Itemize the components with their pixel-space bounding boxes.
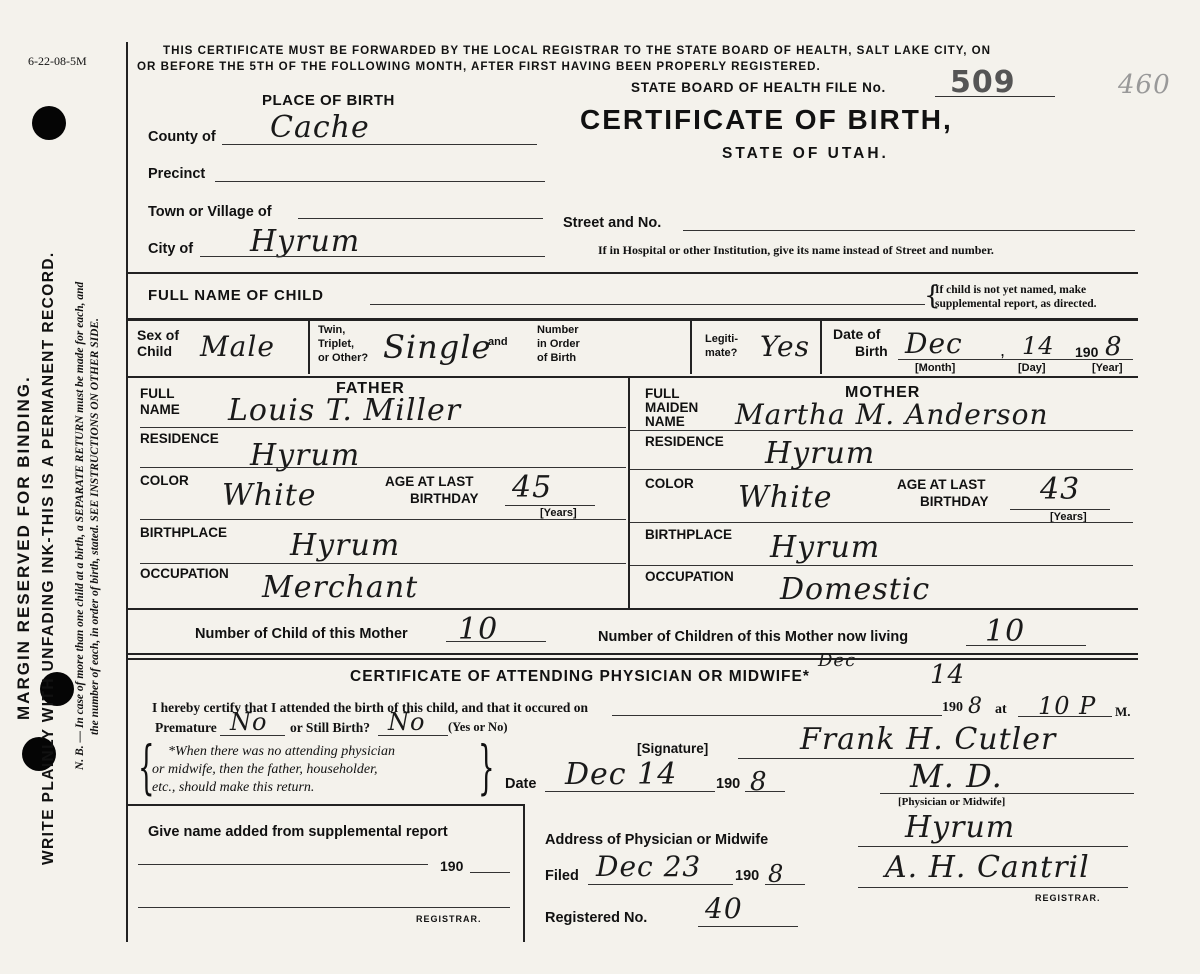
address-line bbox=[858, 846, 1128, 847]
hospital-note: If in Hospital or other Institution, give its name instead of Street and number. bbox=[598, 243, 994, 257]
note-left-brace: { bbox=[138, 733, 155, 801]
father-birthplace-value: Hyrum bbox=[290, 528, 401, 563]
rule-above-child-name bbox=[128, 272, 1138, 274]
order-divider bbox=[690, 320, 692, 374]
sex-label-1: Sex of bbox=[137, 327, 180, 343]
premature-label: Premature bbox=[155, 720, 217, 735]
town-label: Town or Village of bbox=[148, 204, 272, 220]
mother-color-line bbox=[630, 522, 1133, 523]
premature-line bbox=[220, 735, 285, 736]
sex-label-2: Child bbox=[137, 343, 172, 359]
corner-note: 460 bbox=[1118, 70, 1171, 100]
signed-year-line bbox=[745, 791, 785, 792]
header-notice-line1: THIS CERTIFICATE MUST BE FORWARDED BY THE LOCAL REGISTRAR TO THE STATE BOARD OF HEALTH, SALT LAKE CITY, ON bbox=[163, 44, 992, 57]
filed-label: Filed bbox=[545, 868, 579, 884]
stillbirth-value: No bbox=[388, 708, 426, 736]
mother-age-label-2: BIRTHDAY bbox=[920, 494, 989, 509]
living-children-label: Number of Children of this Mother now living bbox=[598, 629, 909, 645]
mother-years-caption: [Years] bbox=[1050, 511, 1087, 523]
attended-date-line bbox=[612, 715, 942, 716]
mother-occupation-label: OCCUPATION bbox=[645, 569, 734, 584]
month-caption: [Month] bbox=[915, 362, 956, 374]
registrar-signature: A. H. Cantril bbox=[885, 850, 1090, 885]
legit-value: Yes bbox=[760, 330, 810, 363]
physician-signature: Frank H. Cutler bbox=[800, 722, 1057, 757]
header-notice-line2: OR BEFORE THE 5TH OF THE FOLLOWING MONTH, AFTER FIRST HAVING BEEN PROPERLY REGISTERED. bbox=[137, 60, 821, 73]
county-value: Cache bbox=[270, 110, 370, 145]
filed-year-digit: 8 bbox=[768, 860, 785, 888]
attended-month: Dec bbox=[818, 650, 857, 671]
day-caption: [Day] bbox=[1018, 362, 1046, 374]
rule-above-physician-2 bbox=[128, 658, 1138, 660]
filed-year-line bbox=[765, 884, 805, 885]
attended-day: 14 bbox=[930, 660, 966, 690]
child-name-label: FULL NAME OF CHILD bbox=[148, 287, 324, 304]
living-children-value: 10 bbox=[985, 614, 1026, 649]
child-number-label: Number of Child of this Mother bbox=[195, 626, 408, 642]
child-name-note-line2: supplemental report, as directed. bbox=[935, 298, 1097, 310]
mother-maiden-label: MAIDEN bbox=[645, 400, 699, 415]
physician-heading: CERTIFICATE OF ATTENDING PHYSICIAN OR MIDWIFE* bbox=[350, 668, 810, 685]
rule-above-parents bbox=[128, 376, 1138, 378]
father-age-line bbox=[505, 505, 595, 506]
place-of-birth-heading: PLACE OF BIRTH bbox=[262, 92, 395, 109]
bottom-divider bbox=[523, 804, 525, 942]
form-left-border bbox=[126, 42, 128, 942]
attended-time-line bbox=[1018, 716, 1112, 717]
birth-date-line bbox=[898, 359, 1133, 360]
father-occupation-label: OCCUPATION bbox=[140, 566, 229, 581]
father-age-label-2: BIRTHDAY bbox=[410, 491, 479, 506]
legit-label-2: mate? bbox=[705, 347, 738, 359]
street-line bbox=[683, 230, 1135, 231]
mother-birthplace-value: Hyrum bbox=[770, 530, 881, 565]
county-label: County of bbox=[148, 129, 216, 145]
supplemental-name-line bbox=[138, 864, 428, 865]
form-code: 6-22-08-5M bbox=[28, 54, 87, 68]
address-value: Hyrum bbox=[905, 810, 1016, 845]
address-label: Address of Physician or Midwife bbox=[545, 832, 769, 848]
supplemental-year-prefix: 190 bbox=[440, 858, 464, 874]
mother-name-line bbox=[630, 430, 1133, 431]
yes-no-hint: (Yes or No) bbox=[448, 720, 508, 734]
child-name-line bbox=[370, 304, 925, 305]
certify-text: I hereby certify that I attended the birth of this child, and that it occured on bbox=[152, 700, 588, 715]
mother-color-value: White bbox=[738, 480, 833, 515]
mother-residence-label: RESIDENCE bbox=[645, 434, 724, 449]
county-line bbox=[222, 144, 537, 145]
file-number-line bbox=[935, 96, 1055, 97]
mother-age-line bbox=[1010, 509, 1110, 510]
and-label: and bbox=[488, 336, 508, 348]
order-label-3: of Birth bbox=[537, 352, 577, 364]
order-label-1: Number bbox=[537, 324, 579, 336]
signature-label: [Signature] bbox=[637, 741, 709, 756]
mother-color-label: COLOR bbox=[645, 476, 694, 491]
margin-binding-text: MARGIN RESERVED FOR BINDING. bbox=[14, 375, 33, 720]
sex-divider bbox=[308, 320, 310, 374]
twin-label-1: Twin, bbox=[318, 324, 346, 336]
birth-year-prefix: 190 bbox=[1075, 344, 1099, 360]
signed-date-line bbox=[545, 791, 715, 792]
physician-line bbox=[880, 793, 1134, 794]
father-heading: FATHER bbox=[336, 380, 405, 397]
birth-year-digit: 8 bbox=[1105, 332, 1123, 362]
md-title: M. D. bbox=[910, 757, 1003, 795]
premature-value: No bbox=[230, 708, 268, 736]
no-physician-note-3: etc., should make this return. bbox=[152, 780, 315, 795]
birth-date-label-2: Birth bbox=[855, 343, 888, 359]
supplemental-label: Give name added from supplemental report bbox=[148, 824, 448, 840]
signed-year-prefix: 190 bbox=[716, 776, 741, 792]
filed-year-prefix: 190 bbox=[735, 868, 760, 884]
attended-meridiem: M. bbox=[1115, 704, 1131, 719]
attended-year-digit: 8 bbox=[968, 694, 983, 719]
mother-birthplace-line bbox=[630, 565, 1133, 566]
mother-residence-line bbox=[630, 469, 1133, 470]
birth-date-label-1: Date of bbox=[833, 326, 881, 342]
rule-above-bottom bbox=[128, 804, 523, 806]
binding-hole-top bbox=[32, 106, 66, 140]
signed-year-digit: 8 bbox=[750, 767, 768, 797]
no-physician-note-2: or midwife, then the father, householder, bbox=[152, 762, 378, 777]
father-color-value: White bbox=[222, 478, 317, 513]
mother-heading: MOTHER bbox=[845, 384, 921, 401]
attended-at-label: at bbox=[995, 702, 1007, 717]
town-line bbox=[298, 218, 543, 219]
filed-date-value: Dec 23 bbox=[596, 850, 702, 883]
supplemental-registrar-line bbox=[138, 907, 510, 908]
parents-divider bbox=[628, 378, 630, 608]
father-name-label: NAME bbox=[140, 402, 180, 417]
rule-above-sex-row bbox=[128, 318, 1138, 321]
mother-age-value: 43 bbox=[1040, 472, 1081, 507]
city-label: City of bbox=[148, 241, 194, 257]
father-name-value: Louis T. Miller bbox=[228, 393, 462, 428]
no-physician-note-1: *When there was no attending physician bbox=[168, 744, 395, 759]
birth-date-comma: , bbox=[1000, 340, 1006, 360]
sex-value: Male bbox=[200, 330, 275, 363]
mother-birthplace-label: BIRTHPLACE bbox=[645, 527, 732, 542]
signed-date-label: Date bbox=[505, 776, 537, 792]
father-full-label: FULL bbox=[140, 386, 175, 401]
father-birthplace-line bbox=[140, 563, 626, 564]
father-residence-line bbox=[140, 467, 626, 468]
stillbirth-line bbox=[378, 735, 448, 736]
note-right-brace: } bbox=[478, 733, 495, 801]
living-children-line bbox=[966, 645, 1086, 646]
registrar-line bbox=[858, 887, 1128, 888]
year-caption: [Year] bbox=[1092, 362, 1123, 374]
supplemental-year-line bbox=[470, 872, 510, 873]
certificate-title: CERTIFICATE OF BIRTH, bbox=[580, 104, 953, 135]
child-name-note-brace: { bbox=[924, 281, 941, 311]
registered-number-value: 40 bbox=[705, 892, 743, 925]
physician-caption: [Physician or Midwife] bbox=[898, 796, 1006, 808]
stillbirth-label: or Still Birth? bbox=[290, 720, 371, 735]
child-name-note-line1: If child is not yet named, make bbox=[935, 284, 1087, 296]
file-number-label: STATE BOARD OF HEALTH FILE No. bbox=[631, 80, 886, 95]
father-color-label: COLOR bbox=[140, 473, 189, 488]
precinct-line bbox=[215, 181, 545, 182]
order-label-2: in Order bbox=[537, 338, 580, 350]
father-residence-value: Hyrum bbox=[250, 438, 361, 473]
mother-name-label: NAME bbox=[645, 414, 685, 429]
attended-time: 10 P bbox=[1038, 692, 1097, 720]
legit-label-1: Legiti- bbox=[705, 333, 738, 345]
registered-number-label: Registered No. bbox=[545, 910, 648, 926]
certificate-subtitle: STATE OF UTAH. bbox=[722, 145, 889, 162]
father-age-label-1: AGE AT LAST bbox=[385, 474, 474, 489]
margin-ink-text: WRITE PLAINLY WITH UNFADING INK-THIS IS A PERMANENT RECORD. bbox=[40, 251, 57, 865]
street-label: Street and No. bbox=[563, 215, 662, 231]
birth-month-value: Dec bbox=[905, 327, 963, 360]
mother-age-label-1: AGE AT LAST bbox=[897, 477, 986, 492]
city-line bbox=[200, 256, 545, 257]
child-number-value: 10 bbox=[458, 612, 499, 647]
father-residence-label: RESIDENCE bbox=[140, 431, 219, 446]
legit-divider bbox=[820, 320, 822, 374]
file-number: 509 bbox=[950, 65, 1016, 100]
twin-value: Single bbox=[383, 328, 492, 366]
father-name-line bbox=[140, 427, 626, 428]
mother-occupation-value: Domestic bbox=[780, 572, 931, 607]
margin-note-line2: the number of each, in order of birth, stated. SEE INSTRUCTIONS ON OTHER SIDE. bbox=[89, 318, 101, 735]
twin-label-3: or Other? bbox=[318, 352, 369, 364]
supplemental-registrar-caption: REGISTRAR. bbox=[416, 914, 482, 924]
city-value: Hyrum bbox=[250, 224, 361, 259]
signed-date-value: Dec 14 bbox=[565, 757, 678, 792]
father-color-line bbox=[140, 519, 626, 520]
birth-day-value: 14 bbox=[1022, 332, 1055, 360]
father-years-caption: [Years] bbox=[540, 507, 577, 519]
mother-residence-value: Hyrum bbox=[765, 436, 876, 471]
child-number-line bbox=[446, 641, 546, 642]
precinct-label: Precinct bbox=[148, 166, 206, 182]
father-occupation-value: Merchant bbox=[262, 570, 419, 605]
mother-name-value: Martha M. Anderson bbox=[735, 398, 1049, 431]
registrar-caption: REGISTRAR. bbox=[1035, 893, 1101, 903]
mother-full-label: FULL bbox=[645, 386, 680, 401]
attended-year-prefix: 190 bbox=[942, 700, 963, 715]
rule-above-physician-1 bbox=[128, 653, 1138, 655]
father-age-value: 45 bbox=[512, 470, 553, 505]
margin-note-line1: N. B. — In case of more than one child at a birth, a SEPARATE RETURN must be made for each, and bbox=[74, 281, 86, 770]
rule-below-parents bbox=[128, 608, 1138, 610]
father-birthplace-label: BIRTHPLACE bbox=[140, 525, 227, 540]
registered-number-line bbox=[698, 926, 798, 927]
twin-label-2: Triplet, bbox=[318, 338, 355, 350]
filed-date-line bbox=[588, 884, 733, 885]
